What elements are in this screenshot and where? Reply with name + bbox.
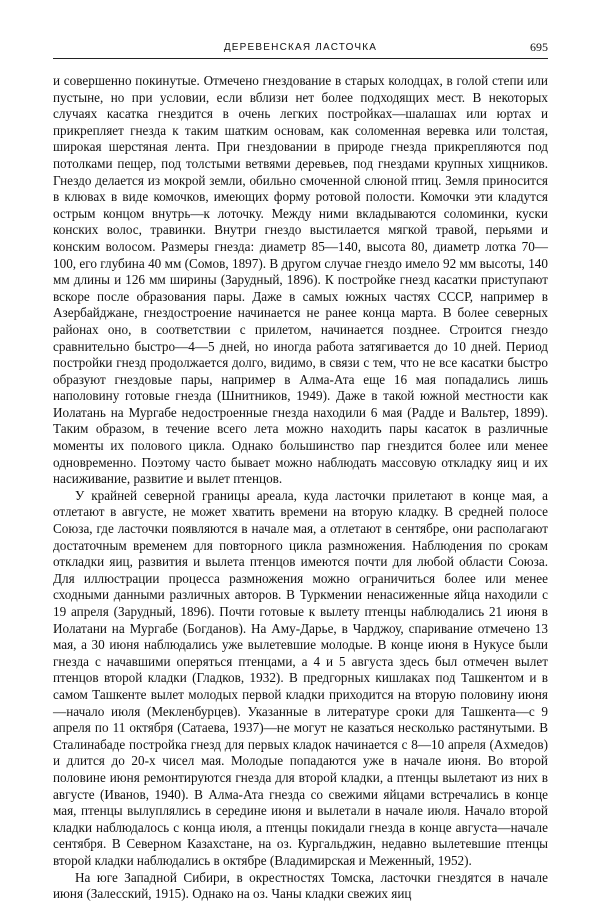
running-title: ДЕРЕВЕНСКАЯ ЛАСТОЧКА [223,42,378,53]
book-page [53,38,548,903]
paragraph-3: На юге Западной Сибири, в окрестностях Томска, ласточки гнездятся в начале июня (Залесский, 1915). Однако на оз. Чаны кладки свежих яиц [53,869,548,902]
body-text [53,73,548,903]
page-header [53,38,548,59]
paragraph-1: и совершенно покинутые. Отмечено гнездование в старых колодцах, в голой степи или пустыне, но при условии, если вблизи нет более подходящих мест. В некоторых случаях касатка гнездится в очень легких постройках—шалашах или юртах и прикрепляет гнезда к таким шатким основам, как соломенная веревка или толстая, широкая шерстяная лента. При гнездовании в природе гнезда прикрепляются под потолками пещер, под толстыми ветвями деревьев, под гнездами крупных хищников. Гнездо делается из мокрой земли, обильно смоченной слюной птиц. Земля приносится в клювах в виде комочков, имеющих форму ротовой полости. Комочки эти кладутся острым концом внутрь—к лоточку. Между ними вкладываются соломинки, куски конских волос, травинки. Внутри гнездо выстилается мягкой травой, перьями и конским волосом. Размеры гнезда: диаметр 85—140, высота 80, диаметр лотка 70—100, его глубина 40 мм (Сомов, 1897). В другом случае гнездо имело 92 мм высоты, 140 мм длины и 126 мм ширины (Зарудный, 1896). К постройке гнезд касатки приступают вскоре после образования пары. Даже в самых южных частях СССР, например в Азербайджане, гнездостроение начинается не ранее конца марта. В более северных районах оно, в соответствии с прилетом, начинается позднее. Строится гнездо сравнительно быстро—4—5 дней, но иногда работа затягивается до 10 дней. Период постройки гнезд продолжается долго, видимо, в связи с тем, что не все касатки быстро образуют гнездовые пары, например в Алма-Ата еще 16 мая попадались лишь наполовину готовые гнезда (Шнитников, 1949). Даже в такой южной местности как Иолатань на Мургабе недостроенные гнезда находили 6 мая (Радде и Вальтер, 1899). Таким образом, в течение всего лета можно находить пары касаток в различные моменты их полового цикла. Однако большинство пар гнездится более или менее одновременно. Поэтому часто бывает можно наблюдать массовую откладку яиц и их насиживание, развитие и вылет птенцов. [53,73,548,487]
paragraph-2: У крайней северной границы ареала, куда ласточки прилетают в конце мая, а отлетают в августе, не может хватить времени на вторую кладку. В средней полосе Союза, где ласточки появляются в начале мая, а отлетают в сентябре, они располагают достаточным временем для повторного цикла размножения. Наблюдения по срокам откладки яиц, развития и вылета птенцов имеются почти для любой области Союза. Для иллюстрации процесса размножения можно ограничиться более или менее сходными данными различных авторов. В Туркмении ненасиженные яйца находили с 19 апреля (Зарудный, 1896). Почти готовые к вылету птенцы наблюдались 21 июня в Иолатани на Мургабе (Богданов). На Аму-Дарье, в Чарджоу, спаривание отмечено 13 мая, а 30 июня наблюдались уже вылетевшие молодые. В конце июня в Нукусе были гнезда с начавшими оперяться птенцами, а 4 и 5 августа здесь был отмечен вылет птенцов второй кладки (Гладков, 1932). В предгорных кишлаках под Ташкентом и в самом Ташкенте вылет молодых первой кладки приходится на вторую половину июня—начало июля (Мекленбурцев). Указанные в литературе сроки для Ташкента—с 9 апреля по 11 октября (Сатаева, 1937)—не могут не казаться несколько растянутыми. В Сталинабаде постройка гнезд для первых кладок начинается с 8—10 апреля (Ахмедов) и длится до 20-х чисел мая. Молодые попадаются уже в начале июня. Во второй половине июня ремонтируются гнезда для второй кладки, а птенцы вылетают из них в августе (Иванов, 1940). В Алма-Ата гнезда со свежими яйцами встречались в конце мая, птенцы вылуплялись в середине июня и вылетали в начале июля. Начало второй кладки наблюдалось с конца июля, а птенцы покидали гнезда в конце августа—начале сентября. В Северном Казахстане, на оз. Кургальджин, недавно вылетевшие птенцы второй кладки наблюдались в октябре (Владимирская и Меженный, 1952). [53,487,548,868]
page-number: 695 [530,40,548,54]
